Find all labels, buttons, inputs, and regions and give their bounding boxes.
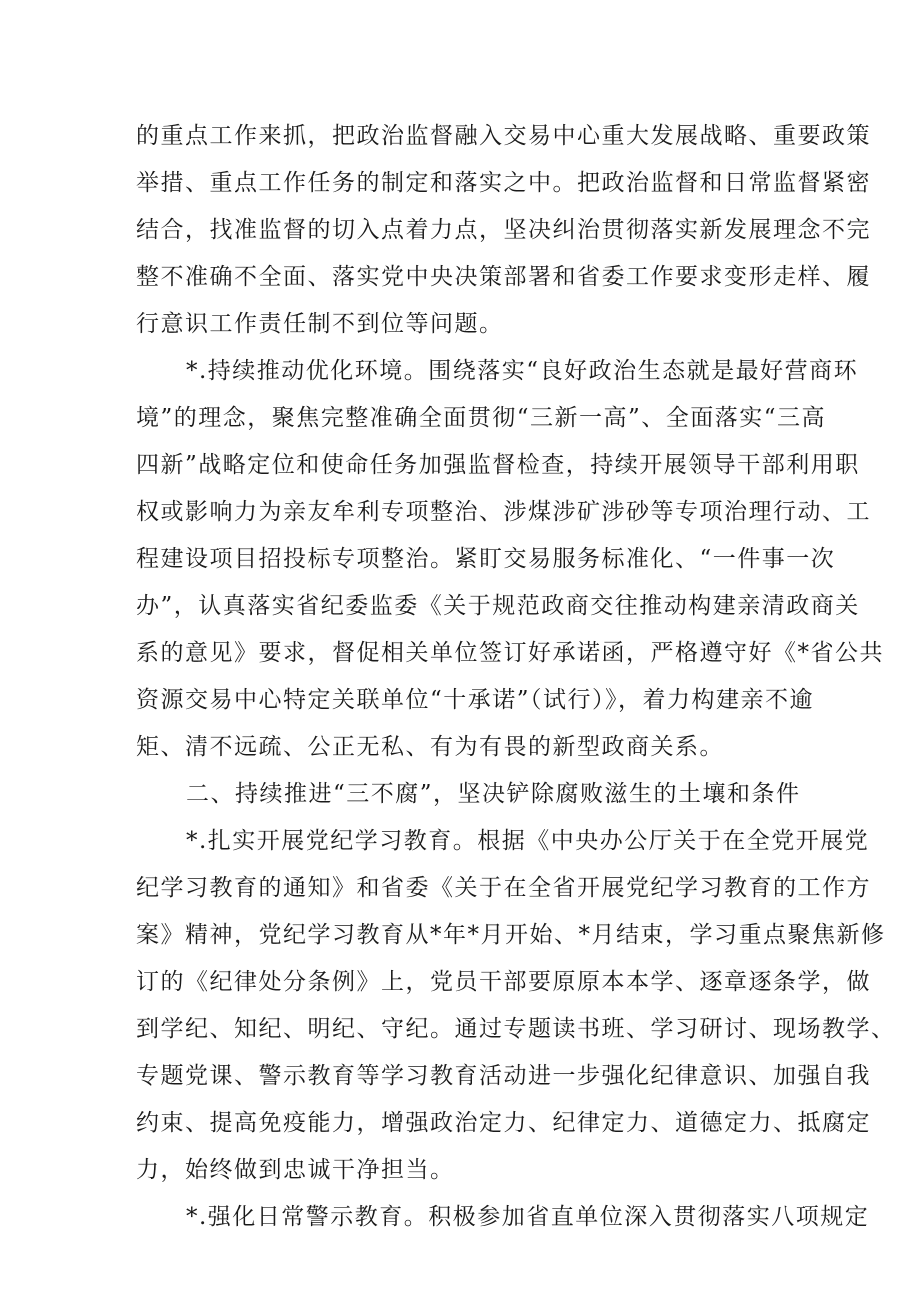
section-heading: 二、持续推进“三不腐”，坚决铲除腐败滋生的土壤和条件: [186, 781, 801, 807]
text-line: 纪学习教育的通知》和省委《关于在全省开展党纪学习教育的工作方: [136, 875, 871, 901]
text-line: 案》精神，党纪学习教育从*年*月开始、*月结束，学习重点聚焦新修: [136, 922, 886, 948]
text-line: 结合，找准监督的切入点着力点，坚决纠治贯彻落实新发展理念不完: [136, 217, 871, 243]
text-line: 订的《纪律处分条例》上，党员干部要原原本本学、逐章逐条学，做: [136, 969, 871, 995]
paragraph-start-line: *.持续推动优化环境。围绕落实“良好政治生态就是最好营商环: [186, 358, 859, 384]
text-line: 到学纪、知纪、明纪、守纪。通过专题读书班、学习研讨、现场教学、: [136, 1016, 896, 1042]
text-line: 境”的理念，聚焦完整准确全面贯彻“三新一高”、全面落实“三高: [136, 405, 827, 431]
text-line: 约束、提高免疫能力，增强政治定力、纪律定力、道德定力、抵腐定: [136, 1110, 871, 1136]
paragraph-start-line: *.强化日常警示教育。积极参加省直单位深入贯彻落实八项规定: [186, 1204, 870, 1230]
text-line: 权或影响力为亲友牟利专项整治、涉煤涉矿涉砂等专项治理行动、工: [136, 499, 871, 525]
text-line: 四新”战略定位和使命任务加强监督检查，持续开展领导干部利用职: [136, 452, 860, 478]
text-line: 专题党课、警示教育等学习教育活动进一步强化纪律意识、加强自我: [136, 1063, 871, 1089]
paragraph-start-line: *.扎实开展党纪学习教育。根据《中央办公厅关于在全党开展党: [186, 828, 870, 854]
text-line: 举措、重点工作任务的制定和落实之中。把政治监督和日常监督紧密: [136, 170, 871, 196]
text-line: 行意识工作责任制不到位等问题。: [136, 311, 504, 337]
text-line: 的重点工作来抓，把政治监督融入交易中心重大发展战略、重要政策: [136, 123, 871, 149]
text-line: 系的意见》要求，督促相关单位签订好承诺函，严格遵守好《*省公共: [136, 640, 884, 666]
text-line: 整不准确不全面、落实党中央决策部署和省委工作要求变形走样、履: [136, 264, 871, 290]
text-line: 办”，认真落实省纪委监委《关于规范政商交往推动构建亲清政商关: [136, 593, 860, 619]
text-line: 程建设项目招投标专项整治。紧盯交易服务标准化、“一件事一次: [136, 546, 836, 572]
text-line: 力，始终做到忠诚干净担当。: [136, 1157, 455, 1183]
text-line: 矩、清不远疏、公正无私、有为有畏的新型政商关系。: [136, 734, 724, 760]
text-line: 资源交易中心特定关联单位“十承诺”（试行）》，着力构建亲不逾: [136, 687, 815, 713]
